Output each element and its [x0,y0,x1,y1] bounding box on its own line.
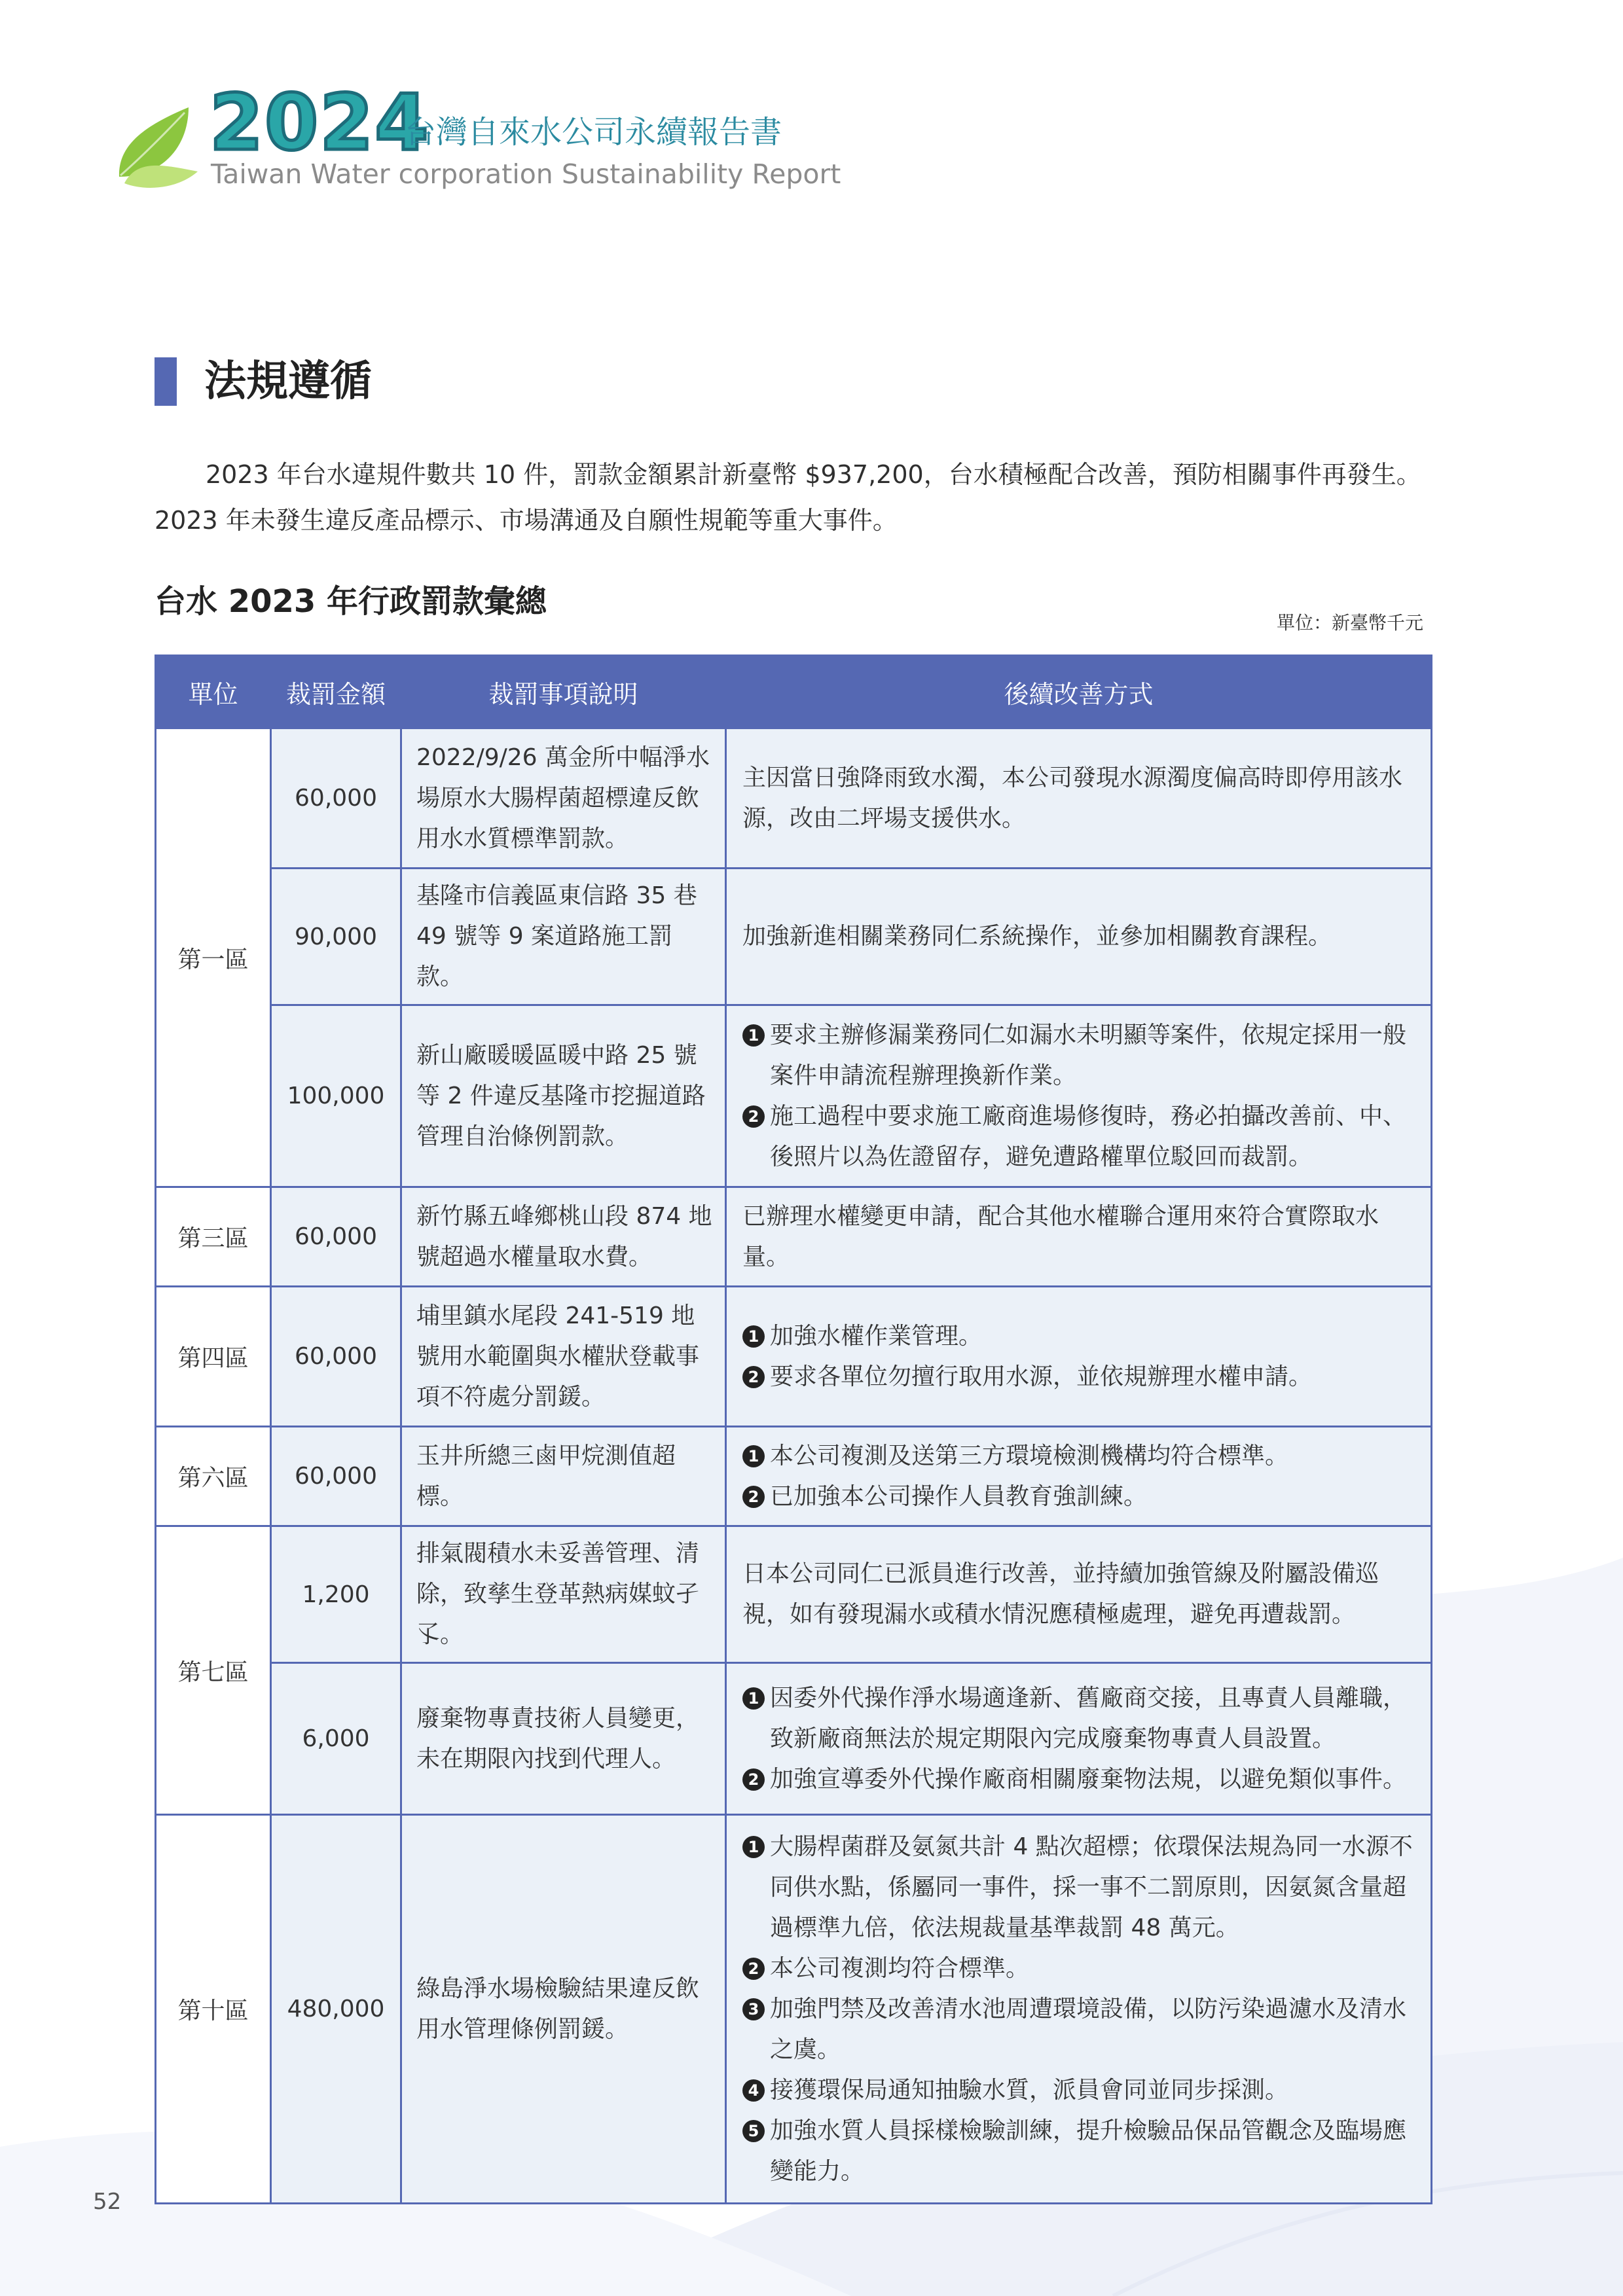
improvement-text: 要求主辦修漏業務同仁如漏水未明顯等案件，依規定採用一般案件申請流程辦理換新作業。 [770,1021,1407,1089]
cell-amount: 480,000 [271,1815,401,2204]
improvement-item [742,1357,1417,1397]
improvement-text: 接獲環保局通知抽驗水質，派員會同並同步採測。 [770,2076,1289,2104]
cell-description: 廢棄物專責技術人員變更，未在期限內找到代理人。 [401,1663,726,1815]
cell-improvement [726,1187,1432,1287]
section-heading-bar [155,357,177,406]
table-row [156,1427,1432,1526]
improvement-text: 大腸桿菌群及氨氮共計 4 點次超標；依環保法規為同一水源不同供水點，係屬同一事件，採一事不二罰原則，因氨氮含量超過標準九倍，依法規裁量基準裁罰 48 萬元。 [770,1833,1413,1941]
improvement-text: 加強水權作業管理。 [770,1322,983,1350]
improvement-text: 因委外代操作淨水場適逢新、舊廠商交接，且專責人員離職，致新廠商無法於規定期限內完成廢棄物專責人員設置。 [770,1684,1407,1752]
improvement-item [742,1759,1417,1800]
numbered-bullet-icon: 1 [742,1325,765,1348]
cell-improvement [726,1815,1432,2204]
cell-amount: 6,000 [271,1663,401,1815]
cell-description: 綠島淨水場檢驗結果違反飲用水管理條例罰鍰。 [401,1815,726,2204]
report-title-en: Taiwan Water corporation Sustainability Report [211,158,841,190]
numbered-bullet-icon: 3 [742,1998,765,2020]
cell-improvement [726,1427,1432,1526]
cell-description: 埔里鎮水尾段 241-519 地號用水範圍與水權狀登載事項不符處分罰鍰。 [401,1287,726,1427]
cell-unit: 第十區 [156,1815,271,2204]
improvement-item [742,916,1417,957]
table-body [156,728,1432,2204]
improvement-text: 加強水質人員採樣檢驗訓練，提升檢驗品保品管觀念及臨場應變能力。 [770,2117,1407,2185]
table-unit-note: 單位：新臺幣千元 [1277,612,1424,634]
cell-amount: 60,000 [271,1287,401,1427]
table-header-row [156,656,1432,728]
header-amount: 裁罰金額 [271,656,401,728]
cell-improvement [726,869,1432,1005]
cell-unit: 第六區 [156,1427,271,1526]
numbered-bullet-icon: 1 [742,1687,765,1710]
table-row [156,1005,1432,1187]
cell-improvement [726,1663,1432,1815]
cell-amount: 1,200 [271,1526,401,1663]
header-unit: 單位 [156,656,271,728]
cell-description: 2022/9/26 萬金所中幅淨水場原水大腸桿菌超標違反飲用水水質標準罰款。 [401,728,726,869]
cell-improvement [726,728,1432,869]
report-year: 2024 [210,77,430,168]
numbered-bullet-icon: 1 [742,1445,765,1467]
improvement-text: 日本公司同仁已派員進行改善，並持續加強管線及附屬設備巡視，如有發現漏水或積水情況應積極處理，避免再遭裁罰。 [742,1560,1379,1628]
cell-amount: 60,000 [271,728,401,869]
improvement-item [742,1827,1417,1948]
table-row [156,1526,1432,1663]
table-title: 台水 2023 年行政罰款彙總 [155,583,547,620]
numbered-bullet-icon: 2 [742,1486,765,1508]
cell-description: 新山廠暖暖區暖中路 25 號等 2 件違反基隆市挖掘道路管理自治條例罰款。 [401,1005,726,1187]
table-row [156,1287,1432,1427]
improvement-text: 已加強本公司操作人員教育強訓練。 [770,1482,1148,1510]
improvement-item [742,1948,1417,1989]
improvement-item [742,1989,1417,2070]
cell-unit: 第七區 [156,1526,271,1815]
intro-line-2: 2023 年未發生違反產品標示、市場溝通及自願性規範等重大事件。 [155,506,898,535]
cell-unit: 第三區 [156,1187,271,1287]
numbered-bullet-icon: 5 [742,2120,765,2142]
numbered-bullet-icon: 2 [742,1958,765,1980]
cell-description: 基隆市信義區東信路 35 巷 49 號等 9 案道路施工罰款。 [401,869,726,1005]
intro-line-1: 2023 年台水違規件數共 10 件，罰款金額累計新臺幣 $937,200，台水積極配合改善，預防相關事件再發生。 [206,460,1421,489]
improvement-item [742,1196,1417,1278]
improvement-item [742,1554,1417,1635]
table-row [156,728,1432,869]
cell-amount: 90,000 [271,869,401,1005]
cell-amount: 60,000 [271,1427,401,1526]
numbered-bullet-icon: 1 [742,1836,765,1858]
numbered-bullet-icon: 2 [742,1366,765,1388]
improvement-text: 施工過程中要求施工廠商進場修復時，務必拍攝改善前、中、後照片以為佐證留存，避免遭路權單位駁回而裁罰。 [770,1102,1407,1170]
cell-amount: 100,000 [271,1005,401,1187]
cell-description: 新竹縣五峰鄉桃山段 874 地號超過水權量取水費。 [401,1187,726,1287]
numbered-bullet-icon: 2 [742,1105,765,1128]
improvement-item [742,1678,1417,1759]
improvement-text: 加強宣導委外代操作廠商相關廢棄物法規，以避免類似事件。 [770,1765,1407,1793]
improvement-text: 已辦理水權變更申請，配合其他水權聯合運用來符合實際取水量。 [742,1202,1379,1270]
improvement-text: 加強門禁及改善清水池周遭環境設備，以防污染過濾水及清水之虞。 [770,1995,1407,2063]
cell-improvement [726,1287,1432,1427]
header-description: 裁罰事項說明 [401,656,726,728]
improvement-text: 主因當日強降雨致水濁，本公司發現水源濁度偏高時即停用該水源，改由二坪場支援供水。 [742,764,1403,832]
numbered-bullet-icon: 4 [742,2079,765,2102]
improvement-text: 要求各單位勿擅行取用水源，並依規辦理水權申請。 [770,1363,1313,1390]
cell-improvement [726,1005,1432,1187]
numbered-bullet-icon: 2 [742,1768,765,1791]
improvement-text: 本公司複測及送第三方環境檢測機構均符合標準。 [770,1442,1289,1469]
cell-unit: 第一區 [156,728,271,1187]
section-heading-text: 法規遵循 [204,357,372,406]
header-improvement: 後續改善方式 [726,656,1432,728]
cell-unit: 第四區 [156,1287,271,1427]
table-row [156,1815,1432,2204]
improvement-item [742,1436,1417,1477]
table-row [156,1187,1432,1287]
numbered-bullet-icon: 1 [742,1024,765,1047]
improvement-item [742,1316,1417,1357]
improvement-item [742,1015,1417,1096]
leaf-logo-icon [111,99,203,191]
intro-paragraph [155,452,1470,543]
page-number: 52 [93,2189,122,2215]
cell-description: 玉井所總三鹵甲烷測值超標。 [401,1427,726,1526]
improvement-text: 加強新進相關業務同仁系統操作，並參加相關教育課程。 [742,923,1332,950]
improvement-item [742,1477,1417,1517]
improvement-item [742,758,1417,839]
improvement-item [742,1096,1417,1177]
section-heading [155,357,372,406]
cell-description: 排氣閥積水未妥善管理、清除，致孳生登革熱病媒蚊孑孓。 [401,1526,726,1663]
table-row [156,869,1432,1005]
improvement-text: 本公司複測均符合標準。 [770,1954,1030,1982]
improvement-item [742,2111,1417,2192]
report-header [111,77,841,195]
fines-table [155,655,1432,2204]
improvement-item [742,2070,1417,2111]
report-title-cn: 台灣自來水公司永續報告書 [405,114,782,151]
cell-amount: 60,000 [271,1187,401,1287]
cell-improvement [726,1526,1432,1663]
table-row [156,1663,1432,1815]
